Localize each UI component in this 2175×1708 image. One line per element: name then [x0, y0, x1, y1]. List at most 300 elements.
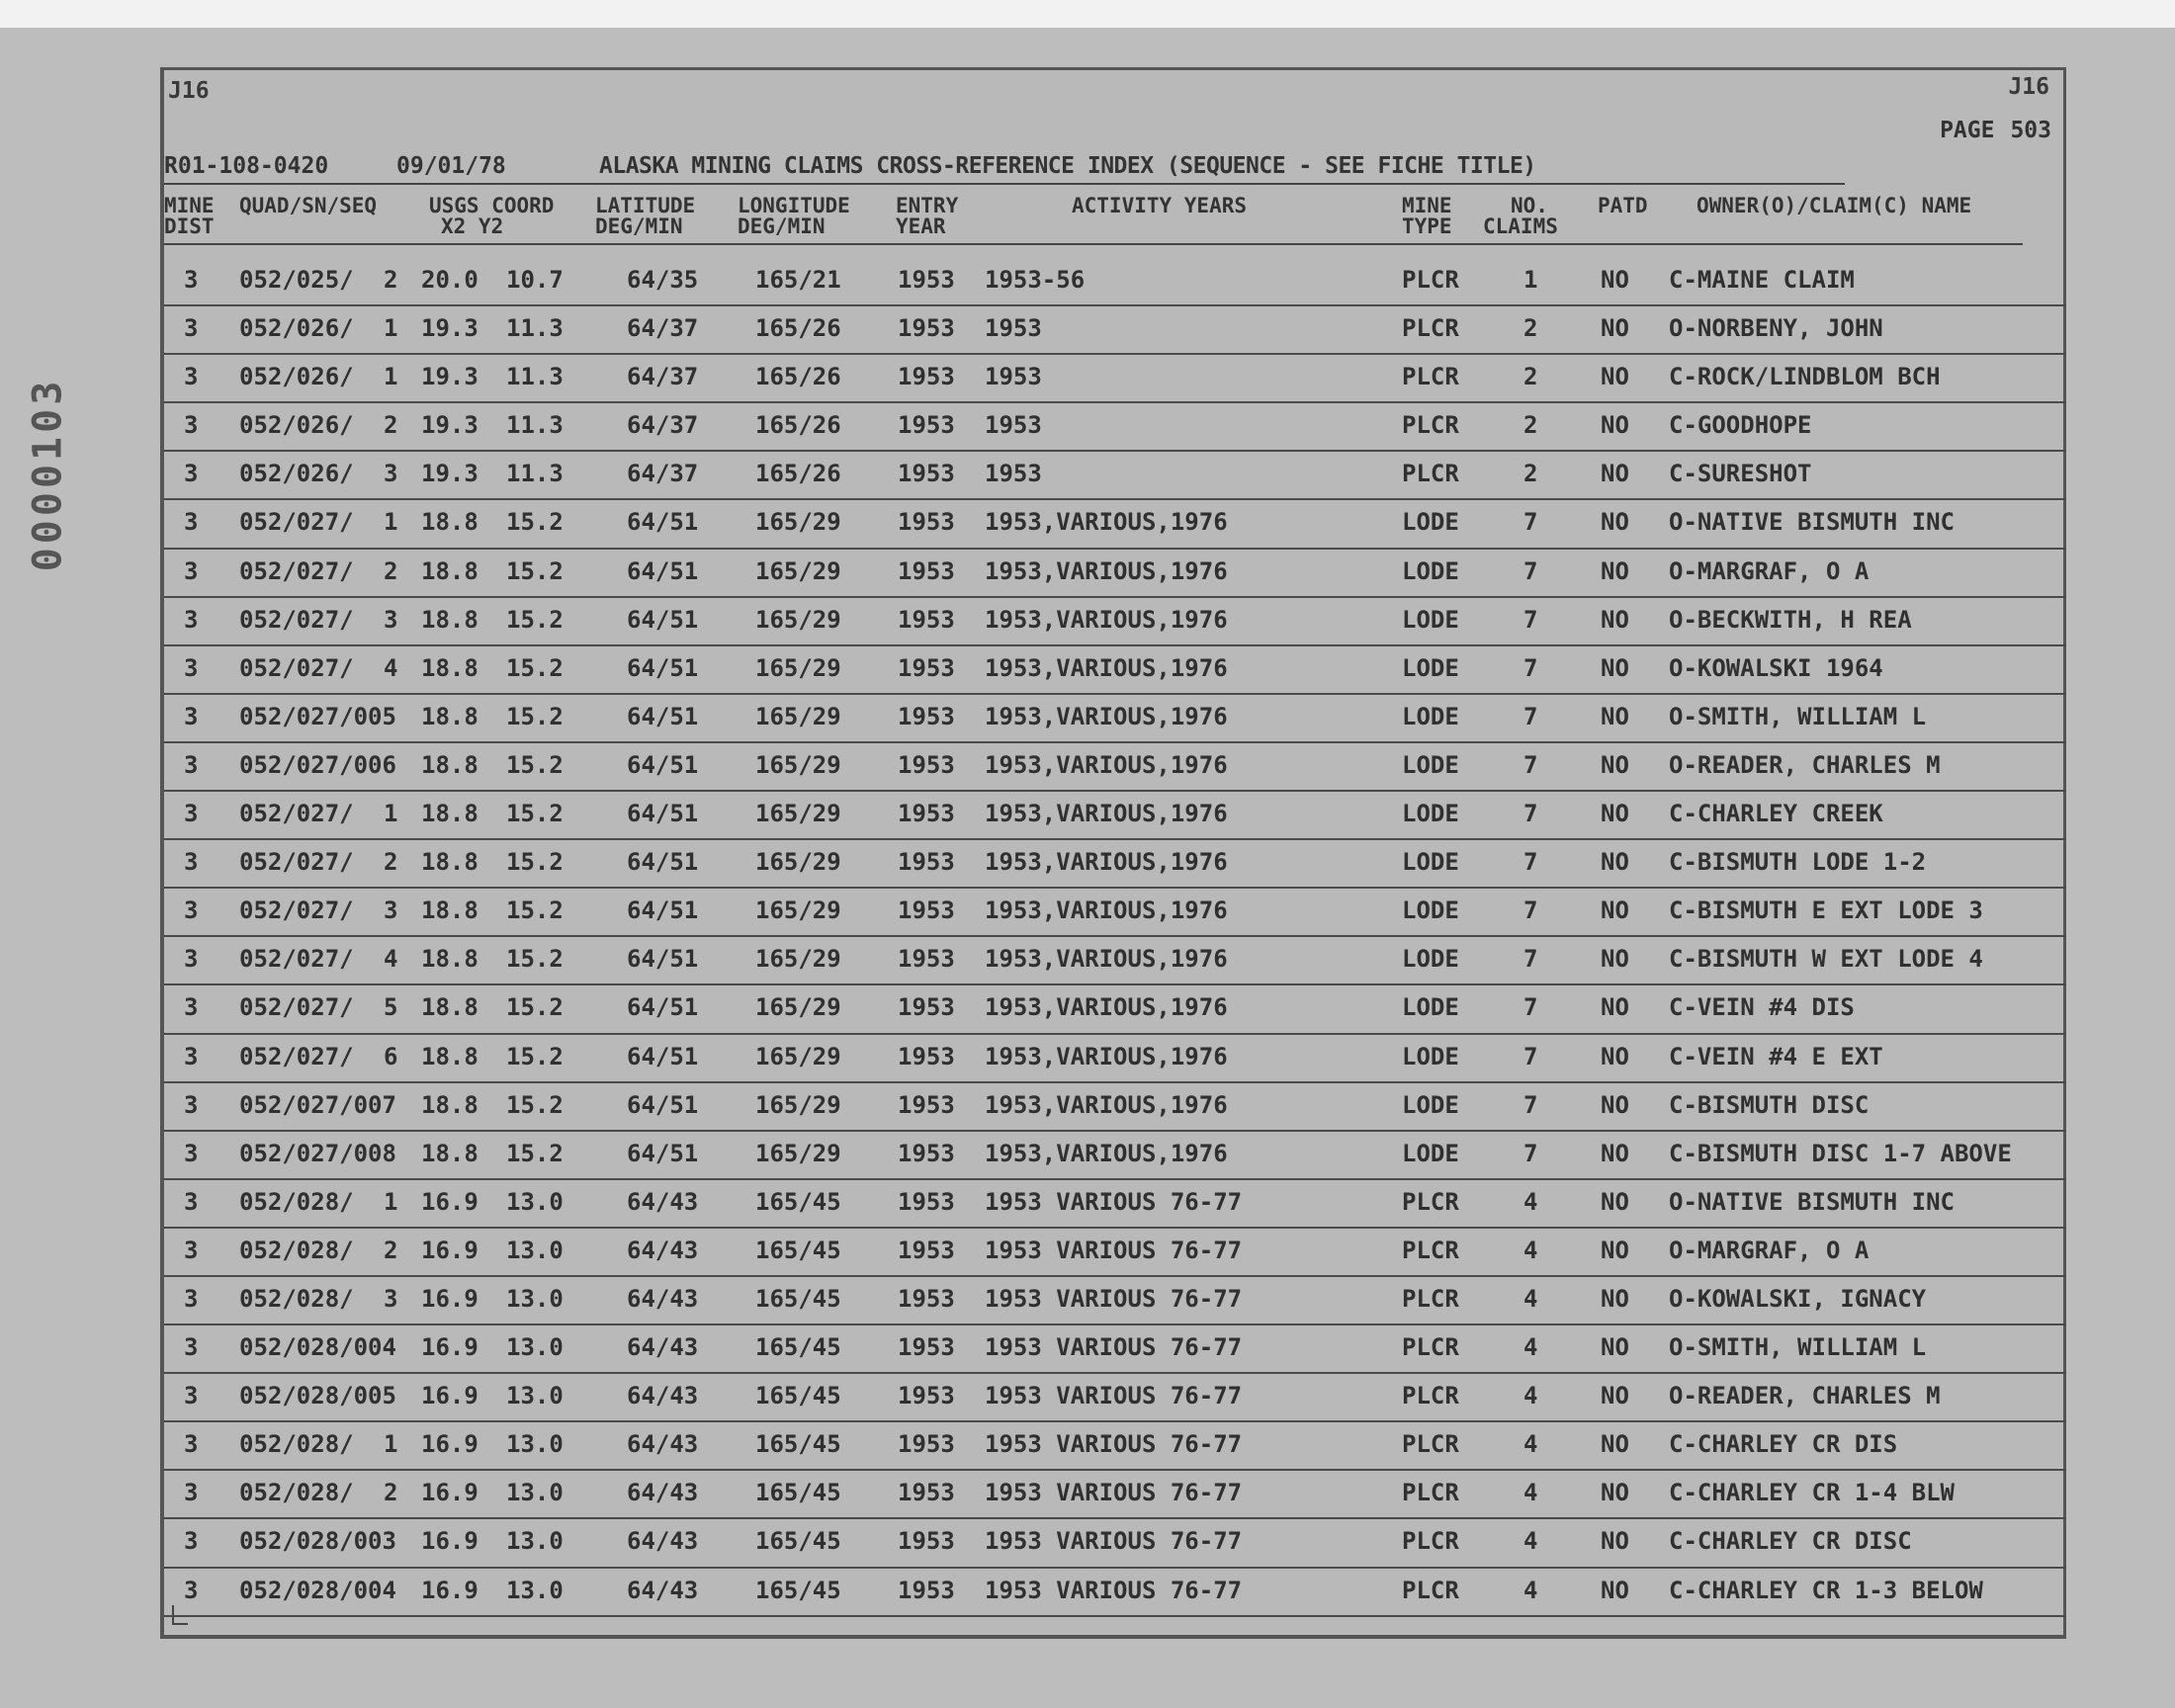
mine-type-cell: LODE [1402, 897, 1459, 925]
latitude-cell: 64/51 [627, 1139, 699, 1167]
longitude-cell: 165/26 [755, 460, 841, 488]
side-number-text: 0000103 [25, 377, 71, 572]
longitude-cell: 165/29 [755, 750, 841, 779]
owner-claim-name-cell: C-CHARLEY CR 1-3 BELOW [1669, 1576, 1983, 1604]
table-row [164, 937, 2066, 985]
mine-type-cell: PLCR [1402, 1284, 1459, 1313]
activity-years-cell: 1953,VARIOUS,1976 [985, 653, 1228, 682]
quad-sn-cell: 052/025/ [239, 266, 354, 294]
table-row [164, 646, 2066, 695]
table-row [164, 1132, 2066, 1180]
latitude-cell: 64/43 [627, 1284, 699, 1313]
longitude-cell: 165/45 [755, 1430, 841, 1459]
activity-years-cell: 1953,VARIOUS,1976 [985, 897, 1228, 925]
table-row [164, 258, 2066, 306]
mine-type-cell: LODE [1402, 750, 1459, 779]
header-usgs-coord: USGS COORD X2 Y2 [429, 194, 555, 238]
mine-dist-cell: 3 [184, 314, 199, 343]
mine-dist-cell: 3 [184, 1090, 199, 1119]
quad-sn-cell: 052/026/ [239, 363, 354, 391]
quad-sn-cell: 052/026/ [239, 314, 354, 343]
usgs-x2-cell: 18.8 [421, 605, 478, 634]
claim-count-cell: 7 [1523, 945, 1538, 974]
mine-type-cell: PLCR [1402, 1527, 1459, 1556]
mine-type-cell: PLCR [1402, 1333, 1459, 1362]
table-row [164, 1035, 2066, 1083]
claim-count-cell: 7 [1523, 556, 1538, 585]
mine-dist-cell: 3 [184, 411, 199, 440]
quad-sn-cell: 052/027/005 [239, 702, 396, 730]
table-row [164, 743, 2066, 792]
patented-cell: NO [1601, 1236, 1629, 1264]
claim-count-cell: 7 [1523, 1090, 1538, 1119]
mine-type-cell: LODE [1402, 1139, 1459, 1167]
latitude-cell: 64/43 [627, 1187, 699, 1216]
latitude-cell: 64/51 [627, 848, 699, 877]
longitude-cell: 165/29 [755, 993, 841, 1022]
patented-cell: NO [1601, 556, 1629, 585]
longitude-cell: 165/29 [755, 897, 841, 925]
entry-year-cell: 1953 [898, 653, 955, 682]
entry-year-cell: 1953 [898, 1576, 955, 1604]
mine-type-cell: PLCR [1402, 1236, 1459, 1264]
entry-year-cell: 1953 [898, 993, 955, 1022]
mine-type-cell: LODE [1402, 508, 1459, 537]
header-owner-claim-name: OWNER(O)/CLAIM(C) NAME [1696, 194, 1972, 217]
usgs-x2-cell: 16.9 [421, 1430, 478, 1459]
sequence-cell: 3 [384, 460, 398, 488]
mine-dist-cell: 3 [184, 1187, 199, 1216]
owner-claim-name-cell: O-KOWALSKI, IGNACY [1669, 1284, 1927, 1313]
owner-claim-name-cell: C-BISMUTH W EXT LODE 4 [1669, 945, 1983, 974]
activity-years-cell: 1953,VARIOUS,1976 [985, 508, 1228, 537]
entry-year-cell: 1953 [898, 1090, 955, 1119]
usgs-y2-cell: 13.0 [506, 1382, 564, 1410]
quad-sn-cell: 052/027/ [239, 945, 354, 974]
claim-count-cell: 2 [1523, 411, 1538, 440]
usgs-x2-cell: 18.8 [421, 702, 478, 730]
usgs-y2-cell: 15.2 [506, 508, 564, 537]
entry-year-cell: 1953 [898, 314, 955, 343]
usgs-x2-cell: 18.8 [421, 1139, 478, 1167]
owner-claim-name-cell: O-NATIVE BISMUTH INC [1669, 508, 1955, 537]
page-number: 503 [2010, 118, 2051, 143]
entry-year-cell: 1953 [898, 266, 955, 294]
table-row [164, 1180, 2066, 1229]
mine-dist-cell: 3 [184, 605, 199, 634]
claim-count-cell: 1 [1523, 266, 1538, 294]
table-row [164, 1569, 2066, 1617]
quad-sn-cell: 052/027/ [239, 556, 354, 585]
usgs-x2-cell: 19.3 [421, 363, 478, 391]
entry-year-cell: 1953 [898, 460, 955, 488]
longitude-cell: 165/26 [755, 314, 841, 343]
patented-cell: NO [1601, 1430, 1629, 1459]
activity-years-cell: 1953 [985, 460, 1042, 488]
latitude-cell: 64/43 [627, 1576, 699, 1604]
longitude-cell: 165/26 [755, 411, 841, 440]
table-row [164, 403, 2066, 452]
longitude-cell: 165/45 [755, 1576, 841, 1604]
claim-count-cell: 4 [1523, 1527, 1538, 1556]
usgs-x2-cell: 16.9 [421, 1236, 478, 1264]
entry-year-cell: 1953 [898, 411, 955, 440]
sequence-cell: 1 [384, 1430, 398, 1459]
table-row [164, 452, 2066, 500]
usgs-x2-cell: 19.3 [421, 411, 478, 440]
latitude-cell: 64/51 [627, 702, 699, 730]
usgs-y2-cell: 11.3 [506, 460, 564, 488]
usgs-x2-cell: 16.9 [421, 1187, 478, 1216]
mine-dist-cell: 3 [184, 1479, 199, 1507]
claims-table-body [164, 258, 2066, 1617]
owner-claim-name-cell: O-NATIVE BISMUTH INC [1669, 1187, 1955, 1216]
longitude-cell: 165/29 [755, 848, 841, 877]
owner-claim-name-cell: C-CHARLEY CR DIS [1669, 1430, 1898, 1459]
table-row [164, 695, 2066, 743]
owner-claim-name-cell: O-SMITH, WILLIAM L [1669, 1333, 1927, 1362]
report-id: R01-108-0420 [164, 153, 329, 179]
entry-year-cell: 1953 [898, 945, 955, 974]
mine-dist-cell: 3 [184, 653, 199, 682]
latitude-cell: 64/43 [627, 1479, 699, 1507]
usgs-x2-cell: 16.9 [421, 1527, 478, 1556]
usgs-y2-cell: 15.2 [506, 800, 564, 828]
patented-cell: NO [1601, 411, 1629, 440]
owner-claim-name-cell: O-BECKWITH, H REA [1669, 605, 1912, 634]
mine-dist-cell: 3 [184, 556, 199, 585]
quad-sn-cell: 052/027/ [239, 653, 354, 682]
usgs-y2-cell: 10.7 [506, 266, 564, 294]
patented-cell: NO [1601, 314, 1629, 343]
quad-sn-cell: 052/027/ [239, 508, 354, 537]
table-row [164, 840, 2066, 889]
usgs-x2-cell: 18.8 [421, 993, 478, 1022]
longitude-cell: 165/45 [755, 1187, 841, 1216]
mine-type-cell: LODE [1402, 800, 1459, 828]
longitude-cell: 165/21 [755, 266, 841, 294]
quad-sn-cell: 052/027/ [239, 605, 354, 634]
usgs-y2-cell: 15.2 [506, 653, 564, 682]
usgs-y2-cell: 15.2 [506, 848, 564, 877]
entry-year-cell: 1953 [898, 897, 955, 925]
entry-year-cell: 1953 [898, 556, 955, 585]
entry-year-cell: 1953 [898, 1479, 955, 1507]
side-frame-number [18, 356, 77, 593]
patented-cell: NO [1601, 508, 1629, 537]
latitude-cell: 64/51 [627, 750, 699, 779]
mine-type-cell: LODE [1402, 945, 1459, 974]
entry-year-cell: 1953 [898, 508, 955, 537]
usgs-y2-cell: 15.2 [506, 605, 564, 634]
usgs-x2-cell: 18.8 [421, 1090, 478, 1119]
report-sheet [160, 67, 2066, 1639]
mine-type-cell: PLCR [1402, 460, 1459, 488]
mine-type-cell: PLCR [1402, 363, 1459, 391]
activity-years-cell: 1953,VARIOUS,1976 [985, 750, 1228, 779]
quad-sn-cell: 052/028/ [239, 1236, 354, 1264]
mine-dist-cell: 3 [184, 1430, 199, 1459]
patented-cell: NO [1601, 605, 1629, 634]
latitude-cell: 64/37 [627, 411, 699, 440]
entry-year-cell: 1953 [898, 1430, 955, 1459]
owner-claim-name-cell: C-BISMUTH DISC 1-7 ABOVE [1669, 1139, 2012, 1167]
latitude-cell: 64/43 [627, 1382, 699, 1410]
latitude-cell: 64/43 [627, 1527, 699, 1556]
header-no-claims: NO. CLAIMS [1483, 194, 1558, 238]
header-patd: PATD [1598, 194, 1648, 217]
longitude-cell: 165/45 [755, 1479, 841, 1507]
quad-sn-cell: 052/026/ [239, 411, 354, 440]
claim-count-cell: 7 [1523, 1042, 1538, 1070]
usgs-x2-cell: 16.9 [421, 1576, 478, 1604]
entry-year-cell: 1953 [898, 363, 955, 391]
longitude-cell: 165/45 [755, 1382, 841, 1410]
table-row [164, 1277, 2066, 1325]
usgs-y2-cell: 15.2 [506, 897, 564, 925]
mine-dist-cell: 3 [184, 750, 199, 779]
longitude-cell: 165/29 [755, 653, 841, 682]
usgs-y2-cell: 15.2 [506, 993, 564, 1022]
longitude-cell: 165/45 [755, 1236, 841, 1264]
sequence-cell: 5 [384, 993, 398, 1022]
owner-claim-name-cell: C-VEIN #4 DIS [1669, 993, 1855, 1022]
patented-cell: NO [1601, 653, 1629, 682]
claim-count-cell: 7 [1523, 1139, 1538, 1167]
table-row [164, 550, 2066, 598]
claim-count-cell: 2 [1523, 363, 1538, 391]
usgs-y2-cell: 13.0 [506, 1479, 564, 1507]
usgs-y2-cell: 13.0 [506, 1187, 564, 1216]
patented-cell: NO [1601, 1139, 1629, 1167]
claim-count-cell: 7 [1523, 508, 1538, 537]
report-title: ALASKA MINING CLAIMS CROSS-REFERENCE INDEX (SEQUENCE - SEE FICHE TITLE) [599, 153, 1536, 179]
latitude-cell: 64/51 [627, 605, 699, 634]
patented-cell: NO [1601, 945, 1629, 974]
activity-years-cell: 1953 VARIOUS 76-77 [985, 1576, 1243, 1604]
header-mine-dist: MINE DIST [164, 194, 215, 238]
mine-type-cell: PLCR [1402, 1382, 1459, 1410]
quad-sn-cell: 052/028/ [239, 1284, 354, 1313]
activity-years-cell: 1953 [985, 363, 1042, 391]
top-strip [0, 0, 2175, 28]
quad-sn-cell: 052/027/008 [239, 1139, 396, 1167]
mine-type-cell: LODE [1402, 1090, 1459, 1119]
longitude-cell: 165/29 [755, 1139, 841, 1167]
usgs-x2-cell: 20.0 [421, 266, 478, 294]
usgs-y2-cell: 13.0 [506, 1236, 564, 1264]
patented-cell: NO [1601, 1090, 1629, 1119]
latitude-cell: 64/51 [627, 1090, 699, 1119]
claim-count-cell: 7 [1523, 800, 1538, 828]
table-row [164, 1374, 2066, 1422]
sequence-cell: 2 [384, 411, 398, 440]
activity-years-cell: 1953,VARIOUS,1976 [985, 848, 1228, 877]
quad-sn-cell: 052/028/003 [239, 1527, 396, 1556]
claim-count-cell: 4 [1523, 1236, 1538, 1264]
sequence-cell: 1 [384, 1187, 398, 1216]
latitude-cell: 64/35 [627, 266, 699, 294]
sequence-cell: 1 [384, 508, 398, 537]
mine-type-cell: LODE [1402, 848, 1459, 877]
activity-years-cell: 1953,VARIOUS,1976 [985, 702, 1228, 730]
corner-label-top-right: J16 [2008, 74, 2049, 100]
longitude-cell: 165/26 [755, 363, 841, 391]
owner-claim-name-cell: C-CHARLEY CR DISC [1669, 1527, 1912, 1556]
claim-count-cell: 7 [1523, 897, 1538, 925]
entry-year-cell: 1953 [898, 1236, 955, 1264]
usgs-y2-cell: 15.2 [506, 750, 564, 779]
mine-dist-cell: 3 [184, 1576, 199, 1604]
mine-dist-cell: 3 [184, 800, 199, 828]
header-activity-years: ACTIVITY YEARS [1072, 194, 1248, 217]
usgs-x2-cell: 18.8 [421, 556, 478, 585]
quad-sn-cell: 052/027/006 [239, 750, 396, 779]
owner-claim-name-cell: O-KOWALSKI 1964 [1669, 653, 1883, 682]
usgs-y2-cell: 15.2 [506, 945, 564, 974]
mine-type-cell: PLCR [1402, 1576, 1459, 1604]
column-headers [164, 194, 2023, 245]
owner-claim-name-cell: C-BISMUTH DISC [1669, 1090, 1870, 1119]
header-mine-type: MINE TYPE [1402, 194, 1452, 238]
table-row [164, 306, 2066, 355]
sequence-cell: 3 [384, 605, 398, 634]
longitude-cell: 165/29 [755, 556, 841, 585]
mine-dist-cell: 3 [184, 1333, 199, 1362]
table-row [164, 355, 2066, 403]
latitude-cell: 64/51 [627, 993, 699, 1022]
usgs-y2-cell: 11.3 [506, 363, 564, 391]
usgs-x2-cell: 16.9 [421, 1382, 478, 1410]
mine-dist-cell: 3 [184, 363, 199, 391]
usgs-x2-cell: 18.8 [421, 1042, 478, 1070]
claim-count-cell: 4 [1523, 1333, 1538, 1362]
mine-type-cell: PLCR [1402, 1430, 1459, 1459]
longitude-cell: 165/45 [755, 1527, 841, 1556]
table-row [164, 1422, 2066, 1471]
longitude-cell: 165/29 [755, 605, 841, 634]
usgs-x2-cell: 19.3 [421, 314, 478, 343]
activity-years-cell: 1953,VARIOUS,1976 [985, 800, 1228, 828]
latitude-cell: 64/37 [627, 363, 699, 391]
owner-claim-name-cell: O-MARGRAF, O A [1669, 556, 1870, 585]
sequence-cell: 6 [384, 1042, 398, 1070]
sequence-cell: 4 [384, 653, 398, 682]
latitude-cell: 64/51 [627, 653, 699, 682]
usgs-y2-cell: 11.3 [506, 411, 564, 440]
patented-cell: NO [1601, 702, 1629, 730]
usgs-y2-cell: 15.2 [506, 556, 564, 585]
mine-dist-cell: 3 [184, 945, 199, 974]
claim-count-cell: 7 [1523, 653, 1538, 682]
usgs-y2-cell: 15.2 [506, 702, 564, 730]
usgs-y2-cell: 13.0 [506, 1430, 564, 1459]
owner-claim-name-cell: C-BISMUTH LODE 1-2 [1669, 848, 1927, 877]
activity-years-cell: 1953 VARIOUS 76-77 [985, 1187, 1243, 1216]
activity-years-cell: 1953 VARIOUS 76-77 [985, 1333, 1243, 1362]
mine-type-cell: PLCR [1402, 314, 1459, 343]
table-row [164, 598, 2066, 646]
patented-cell: NO [1601, 1187, 1629, 1216]
sequence-cell: 3 [384, 1284, 398, 1313]
table-row [164, 1471, 2066, 1519]
entry-year-cell: 1953 [898, 1382, 955, 1410]
owner-claim-name-cell: O-SMITH, WILLIAM L [1669, 702, 1927, 730]
activity-years-cell: 1953 VARIOUS 76-77 [985, 1284, 1243, 1313]
header-latitude: LATITUDE DEG/MIN [595, 194, 696, 238]
header-longitude: LONGITUDE DEG/MIN [738, 194, 850, 238]
quad-sn-cell: 052/028/ [239, 1430, 354, 1459]
quad-sn-cell: 052/026/ [239, 460, 354, 488]
usgs-x2-cell: 18.8 [421, 897, 478, 925]
activity-years-cell: 1953 VARIOUS 76-77 [985, 1479, 1243, 1507]
sequence-cell: 4 [384, 945, 398, 974]
entry-year-cell: 1953 [898, 1527, 955, 1556]
usgs-y2-cell: 15.2 [506, 1042, 564, 1070]
owner-claim-name-cell: C-BISMUTH E EXT LODE 3 [1669, 897, 1983, 925]
usgs-x2-cell: 16.9 [421, 1479, 478, 1507]
quad-sn-cell: 052/028/ [239, 1479, 354, 1507]
mine-type-cell: PLCR [1402, 266, 1459, 294]
owner-claim-name-cell: O-NORBENY, JOHN [1669, 314, 1883, 343]
quad-sn-cell: 052/027/ [239, 800, 354, 828]
report-header [164, 149, 1845, 185]
claim-count-cell: 2 [1523, 314, 1538, 343]
mine-dist-cell: 3 [184, 1042, 199, 1070]
latitude-cell: 64/51 [627, 800, 699, 828]
latitude-cell: 64/43 [627, 1430, 699, 1459]
table-row [164, 1519, 2066, 1568]
activity-years-cell: 1953,VARIOUS,1976 [985, 605, 1228, 634]
sequence-cell: 2 [384, 1479, 398, 1507]
latitude-cell: 64/51 [627, 508, 699, 537]
claim-count-cell: 2 [1523, 460, 1538, 488]
latitude-cell: 64/51 [627, 556, 699, 585]
quad-sn-cell: 052/027/ [239, 1042, 354, 1070]
table-row [164, 500, 2066, 549]
claim-count-cell: 7 [1523, 993, 1538, 1022]
activity-years-cell: 1953 VARIOUS 76-77 [985, 1527, 1243, 1556]
patented-cell: NO [1601, 1527, 1629, 1556]
table-row [164, 1083, 2066, 1132]
patented-cell: NO [1601, 1382, 1629, 1410]
claim-count-cell: 4 [1523, 1479, 1538, 1507]
mine-type-cell: PLCR [1402, 411, 1459, 440]
mine-dist-cell: 3 [184, 1236, 199, 1264]
mine-type-cell: LODE [1402, 605, 1459, 634]
usgs-y2-cell: 13.0 [506, 1284, 564, 1313]
mine-type-cell: LODE [1402, 1042, 1459, 1070]
patented-cell: NO [1601, 1576, 1629, 1604]
mine-dist-cell: 3 [184, 1139, 199, 1167]
claim-count-cell: 7 [1523, 848, 1538, 877]
sequence-cell: 1 [384, 800, 398, 828]
claim-count-cell: 7 [1523, 605, 1538, 634]
usgs-y2-cell: 15.2 [506, 1139, 564, 1167]
mine-type-cell: LODE [1402, 653, 1459, 682]
latitude-cell: 64/37 [627, 460, 699, 488]
entry-year-cell: 1953 [898, 605, 955, 634]
mine-type-cell: PLCR [1402, 1187, 1459, 1216]
table-row [164, 1229, 2066, 1277]
entry-year-cell: 1953 [898, 848, 955, 877]
claim-count-cell: 4 [1523, 1576, 1538, 1604]
activity-years-cell: 1953 [985, 314, 1042, 343]
entry-year-cell: 1953 [898, 1042, 955, 1070]
longitude-cell: 165/29 [755, 508, 841, 537]
entry-year-cell: 1953 [898, 1284, 955, 1313]
owner-claim-name-cell: C-ROCK/LINDBLOM BCH [1669, 363, 1941, 391]
